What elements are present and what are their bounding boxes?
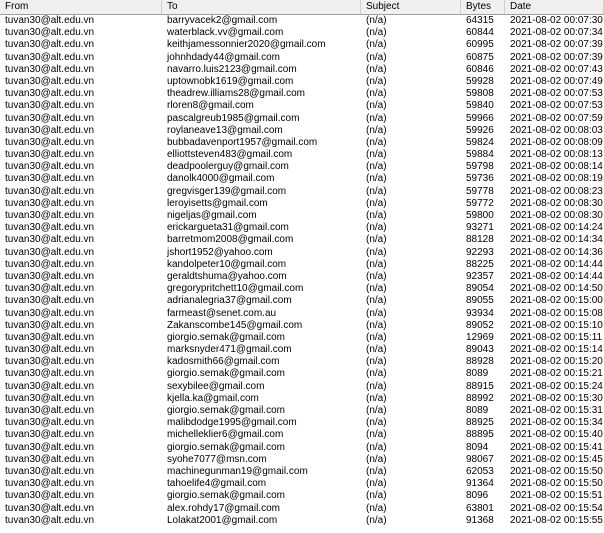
cell-to: michelleklier6@gmail.com <box>167 429 284 441</box>
cell-subject: (n/a) <box>366 234 387 246</box>
cell-date: 2021-08-02 00:15:31 <box>510 405 603 416</box>
cell-date: 2021-08-02 00:07:39 <box>510 51 603 63</box>
cell-date: 2021-08-02 00:07:34 <box>510 27 603 39</box>
cell-subject: (n/a) <box>366 295 387 307</box>
cell-to: keithjamessonnier2020@gmail.com <box>167 39 326 51</box>
cell-bytes: 59800 <box>466 210 494 221</box>
cell-from: tuvan30@alt.edu.vn <box>5 75 95 87</box>
cell-subject: (n/a) <box>366 453 387 465</box>
cell-subject: (n/a) <box>366 63 387 75</box>
cell-subject: (n/a) <box>366 149 387 161</box>
cell-from: tuvan30@alt.edu.vn <box>5 405 95 416</box>
cell-date: 2021-08-02 00:15:11 <box>510 331 603 343</box>
cell-to: johnhdady44@gmail.com <box>167 51 280 63</box>
cell-to: kandolpeter10@gmail.com <box>167 258 287 270</box>
cell-subject: (n/a) <box>366 270 387 282</box>
cell-bytes: 88928 <box>466 356 494 368</box>
cell-subject: (n/a) <box>366 100 387 112</box>
cell-from: tuvan30@alt.edu.vn <box>5 246 95 258</box>
cell-from: tuvan30@alt.edu.vn <box>5 210 95 221</box>
cell-subject: (n/a) <box>366 356 387 368</box>
cell-subject: (n/a) <box>366 307 387 319</box>
cell-bytes: 59840 <box>466 100 494 112</box>
cell-subject: (n/a) <box>366 319 387 331</box>
cell-from: tuvan30@alt.edu.vn <box>5 490 95 502</box>
cell-bytes: 60844 <box>466 27 494 39</box>
table-row[interactable] <box>0 515 604 527</box>
cell-to: gregorypritchett10@gmail.com <box>167 283 304 295</box>
column-header-bytes[interactable]: Bytes <box>461 0 505 14</box>
cell-date: 2021-08-02 00:15:24 <box>510 380 603 392</box>
cell-date: 2021-08-02 00:15:51 <box>510 490 603 502</box>
table-row[interactable] <box>0 64 604 76</box>
table-row[interactable] <box>0 466 604 478</box>
cell-date: 2021-08-02 00:15:50 <box>510 465 603 477</box>
column-header-row <box>0 0 604 15</box>
table-row[interactable] <box>0 125 604 137</box>
cell-date: 2021-08-02 00:08:09 <box>510 136 603 148</box>
table-row[interactable] <box>0 283 604 295</box>
cell-from: tuvan30@alt.edu.vn <box>5 234 95 246</box>
cell-date: 2021-08-02 00:15:21 <box>510 368 603 380</box>
cell-to: rloren8@gmail.com <box>167 100 254 112</box>
table-row[interactable] <box>0 308 604 320</box>
cell-bytes: 60846 <box>466 63 494 75</box>
cell-bytes: 8096 <box>466 490 489 502</box>
cell-date: 2021-08-02 00:14:36 <box>510 246 603 258</box>
cell-date: 2021-08-02 00:08:19 <box>510 173 603 185</box>
cell-bytes: 91368 <box>466 514 494 526</box>
table-row[interactable] <box>0 88 604 100</box>
cell-to: uptownobk1619@gmail.com <box>167 75 294 87</box>
cell-bytes: 8089 <box>466 405 489 416</box>
cell-date: 2021-08-02 00:15:08 <box>510 307 603 319</box>
cell-bytes: 88915 <box>466 380 494 392</box>
column-header-to[interactable]: To <box>162 0 361 14</box>
cell-to: theadrew.illiams28@gmail.com <box>167 88 305 100</box>
cell-from: tuvan30@alt.edu.vn <box>5 136 95 148</box>
cell-bytes: 59928 <box>466 75 494 87</box>
cell-from: tuvan30@alt.edu.vn <box>5 222 95 234</box>
table-row[interactable] <box>0 186 604 198</box>
cell-bytes: 89054 <box>466 283 494 295</box>
cell-bytes: 59798 <box>466 161 494 173</box>
cell-subject: (n/a) <box>366 502 387 514</box>
cell-to: kadosmith66@gmail.com <box>167 356 280 368</box>
cell-bytes: 98067 <box>466 453 494 465</box>
cell-to: sexybilee@gmail.com <box>167 380 265 392</box>
cell-subject: (n/a) <box>366 417 387 429</box>
cell-from: tuvan30@alt.edu.vn <box>5 295 95 307</box>
cell-subject: (n/a) <box>366 222 387 234</box>
cell-from: tuvan30@alt.edu.vn <box>5 63 95 75</box>
cell-to: malibdodge1995@gmail.com <box>167 417 297 429</box>
cell-to: Lolakat2001@gmail.com <box>167 514 278 526</box>
cell-bytes: 59772 <box>466 197 494 209</box>
cell-from: tuvan30@alt.edu.vn <box>5 429 95 441</box>
column-header-date[interactable]: Date <box>505 0 604 14</box>
cell-subject: (n/a) <box>366 39 387 51</box>
cell-subject: (n/a) <box>366 490 387 502</box>
cell-from: tuvan30@alt.edu.vn <box>5 465 95 477</box>
table-row[interactable] <box>0 271 604 283</box>
cell-subject: (n/a) <box>366 27 387 39</box>
cell-to: giorgio.semak@gmail.com <box>167 368 285 380</box>
cell-subject: (n/a) <box>366 173 387 185</box>
cell-bytes: 88992 <box>466 392 494 404</box>
table-row[interactable] <box>0 417 604 429</box>
cell-bytes: 88925 <box>466 417 494 429</box>
cell-bytes: 64315 <box>466 15 494 26</box>
column-header-subject[interactable]: Subject <box>361 0 461 14</box>
cell-from: tuvan30@alt.edu.vn <box>5 380 95 392</box>
cell-from: tuvan30@alt.edu.vn <box>5 417 95 429</box>
cell-subject: (n/a) <box>366 161 387 173</box>
cell-subject: (n/a) <box>366 258 387 270</box>
table-row[interactable] <box>0 27 604 39</box>
cell-bytes: 12969 <box>466 331 494 343</box>
cell-from: tuvan30@alt.edu.vn <box>5 307 95 319</box>
cell-subject: (n/a) <box>366 429 387 441</box>
table-row[interactable] <box>0 356 604 368</box>
cell-date: 2021-08-02 00:14:44 <box>510 258 603 270</box>
cell-to: gregvisger139@gmail.com <box>167 185 287 197</box>
cell-to: barretmom2008@gmail.com <box>167 234 294 246</box>
cell-date: 2021-08-02 00:08:30 <box>510 197 603 209</box>
cell-from: tuvan30@alt.edu.vn <box>5 441 95 453</box>
cell-date: 2021-08-02 00:15:50 <box>510 478 603 490</box>
cell-to: machinegunman19@gmail.com <box>167 465 308 477</box>
cell-date: 2021-08-02 00:08:03 <box>510 124 603 136</box>
cell-subject: (n/a) <box>366 197 387 209</box>
cell-from: tuvan30@alt.edu.vn <box>5 356 95 368</box>
table-row[interactable] <box>0 113 604 125</box>
cell-bytes: 89052 <box>466 319 494 331</box>
message-rows <box>0 15 604 527</box>
table-row[interactable] <box>0 320 604 332</box>
table-row[interactable] <box>0 234 604 246</box>
cell-subject: (n/a) <box>366 392 387 404</box>
cell-from: tuvan30@alt.edu.vn <box>5 478 95 490</box>
table-row[interactable] <box>0 429 604 441</box>
table-row[interactable] <box>0 295 604 307</box>
cell-subject: (n/a) <box>366 478 387 490</box>
cell-to: alex.rohdy17@gmail.com <box>167 502 280 514</box>
cell-subject: (n/a) <box>366 185 387 197</box>
cell-date: 2021-08-02 00:14:34 <box>510 234 603 246</box>
cell-bytes: 92357 <box>466 270 494 282</box>
cell-subject: (n/a) <box>366 246 387 258</box>
cell-bytes: 63801 <box>466 502 494 514</box>
cell-date: 2021-08-02 00:14:44 <box>510 270 603 282</box>
cell-bytes: 8094 <box>466 441 489 453</box>
cell-date: 2021-08-02 00:08:23 <box>510 185 603 197</box>
cell-bytes: 59884 <box>466 149 494 161</box>
cell-date: 2021-08-02 00:14:50 <box>510 283 603 295</box>
cell-subject: (n/a) <box>366 368 387 380</box>
cell-from: tuvan30@alt.edu.vn <box>5 502 95 514</box>
cell-from: tuvan30@alt.edu.vn <box>5 319 95 331</box>
cell-from: tuvan30@alt.edu.vn <box>5 88 95 100</box>
cell-date: 2021-08-02 00:15:45 <box>510 453 603 465</box>
table-row[interactable] <box>0 52 604 64</box>
cell-to: erickargueta31@gmail.com <box>167 222 289 234</box>
cell-to: barryvacek2@gmail.com <box>167 15 278 26</box>
cell-date: 2021-08-02 00:08:30 <box>510 210 603 221</box>
cell-to: elliottsteven483@gmail.com <box>167 149 293 161</box>
table-row[interactable] <box>0 222 604 234</box>
table-row[interactable] <box>0 100 604 112</box>
cell-to: geraldtshuma@yahoo.com <box>167 270 287 282</box>
cell-from: tuvan30@alt.edu.vn <box>5 124 95 136</box>
cell-from: tuvan30@alt.edu.vn <box>5 258 95 270</box>
cell-subject: (n/a) <box>366 441 387 453</box>
cell-bytes: 60875 <box>466 51 494 63</box>
table-row[interactable] <box>0 173 604 185</box>
cell-bytes: 89043 <box>466 344 494 356</box>
cell-from: tuvan30@alt.edu.vn <box>5 392 95 404</box>
cell-date: 2021-08-02 00:15:10 <box>510 319 603 331</box>
cell-to: tahoelife4@gmail.com <box>167 478 267 490</box>
cell-to: bubbadavenport1957@gmail.com <box>167 136 318 148</box>
table-row[interactable] <box>0 393 604 405</box>
cell-bytes: 93934 <box>466 307 494 319</box>
cell-bytes: 88895 <box>466 429 494 441</box>
cell-bytes: 62053 <box>466 465 494 477</box>
cell-date: 2021-08-02 00:07:39 <box>510 39 603 51</box>
cell-bytes: 91364 <box>466 478 494 490</box>
cell-from: tuvan30@alt.edu.vn <box>5 514 95 526</box>
cell-bytes: 89055 <box>466 295 494 307</box>
cell-from: tuvan30@alt.edu.vn <box>5 112 95 124</box>
cell-to: giorgio.semak@gmail.com <box>167 490 285 502</box>
cell-to: kjella.ka@gmail.com <box>167 392 259 404</box>
cell-from: tuvan30@alt.edu.vn <box>5 453 95 465</box>
cell-to: Zakanscombe145@gmail.com <box>167 319 303 331</box>
table-row[interactable] <box>0 15 604 27</box>
cell-from: tuvan30@alt.edu.vn <box>5 344 95 356</box>
cell-date: 2021-08-02 00:07:59 <box>510 112 603 124</box>
cell-subject: (n/a) <box>366 380 387 392</box>
cell-date: 2021-08-02 00:15:54 <box>510 502 603 514</box>
table-row[interactable] <box>0 247 604 259</box>
cell-from: tuvan30@alt.edu.vn <box>5 368 95 380</box>
cell-bytes: 59808 <box>466 88 494 100</box>
cell-to: syohe7077@msn.com <box>167 453 267 465</box>
cell-subject: (n/a) <box>366 112 387 124</box>
cell-from: tuvan30@alt.edu.vn <box>5 270 95 282</box>
cell-to: pascalgreub1985@gmail.com <box>167 112 300 124</box>
table-row[interactable] <box>0 332 604 344</box>
cell-date: 2021-08-02 00:07:43 <box>510 63 603 75</box>
cell-to: adrianalegria37@gmail.com <box>167 295 292 307</box>
table-row[interactable] <box>0 161 604 173</box>
table-row[interactable] <box>0 76 604 88</box>
cell-date: 2021-08-02 00:15:20 <box>510 356 603 368</box>
cell-subject: (n/a) <box>366 136 387 148</box>
table-row[interactable] <box>0 503 604 515</box>
cell-subject: (n/a) <box>366 405 387 416</box>
cell-bytes: 59778 <box>466 185 494 197</box>
cell-to: waterblack.vv@gmail.com <box>167 27 284 39</box>
cell-from: tuvan30@alt.edu.vn <box>5 283 95 295</box>
cell-date: 2021-08-02 00:15:34 <box>510 417 603 429</box>
cell-to: deadpoolerguy@gmail.com <box>167 161 289 173</box>
column-header-from[interactable]: From <box>0 0 162 14</box>
table-row[interactable] <box>0 490 604 502</box>
cell-subject: (n/a) <box>366 465 387 477</box>
cell-from: tuvan30@alt.edu.vn <box>5 149 95 161</box>
table-row[interactable] <box>0 381 604 393</box>
cell-to: giorgio.semak@gmail.com <box>167 441 285 453</box>
cell-date: 2021-08-02 00:08:13 <box>510 149 603 161</box>
cell-bytes: 88225 <box>466 258 494 270</box>
table-row[interactable] <box>0 368 604 380</box>
cell-date: 2021-08-02 00:15:41 <box>510 441 603 453</box>
cell-to: jshort1952@yahoo.com <box>167 246 273 258</box>
cell-bytes: 59736 <box>466 173 494 185</box>
cell-bytes: 59824 <box>466 136 494 148</box>
cell-bytes: 59926 <box>466 124 494 136</box>
table-row[interactable] <box>0 344 604 356</box>
cell-subject: (n/a) <box>366 283 387 295</box>
cell-subject: (n/a) <box>366 331 387 343</box>
cell-date: 2021-08-02 00:08:14 <box>510 161 603 173</box>
cell-date: 2021-08-02 00:15:55 <box>510 514 603 526</box>
cell-subject: (n/a) <box>366 88 387 100</box>
cell-from: tuvan30@alt.edu.vn <box>5 100 95 112</box>
cell-to: giorgio.semak@gmail.com <box>167 331 285 343</box>
cell-from: tuvan30@alt.edu.vn <box>5 185 95 197</box>
cell-date: 2021-08-02 00:07:49 <box>510 75 603 87</box>
cell-date: 2021-08-02 00:15:30 <box>510 392 603 404</box>
cell-date: 2021-08-02 00:07:53 <box>510 88 603 100</box>
cell-date: 2021-08-02 00:15:00 <box>510 295 603 307</box>
cell-date: 2021-08-02 00:14:24 <box>510 222 603 234</box>
cell-to: navarro.luis2123@gmail.com <box>167 63 297 75</box>
cell-subject: (n/a) <box>366 344 387 356</box>
cell-date: 2021-08-02 00:07:30 <box>510 15 603 26</box>
cell-bytes: 8089 <box>466 368 489 380</box>
cell-subject: (n/a) <box>366 15 387 26</box>
cell-to: roylaneave13@gmail.com <box>167 124 283 136</box>
cell-to: farmeast@senet.com.au <box>167 307 277 319</box>
cell-date: 2021-08-02 00:07:53 <box>510 100 603 112</box>
table-row[interactable] <box>0 210 604 222</box>
cell-to: danolk4000@gmail.com <box>167 173 275 185</box>
cell-subject: (n/a) <box>366 210 387 221</box>
cell-from: tuvan30@alt.edu.vn <box>5 27 95 39</box>
cell-from: tuvan30@alt.edu.vn <box>5 173 95 185</box>
table-row[interactable] <box>0 442 604 454</box>
cell-from: tuvan30@alt.edu.vn <box>5 15 95 26</box>
cell-from: tuvan30@alt.edu.vn <box>5 331 95 343</box>
cell-to: giorgio.semak@gmail.com <box>167 405 285 416</box>
cell-from: tuvan30@alt.edu.vn <box>5 39 95 51</box>
cell-date: 2021-08-02 00:15:14 <box>510 344 603 356</box>
table-row[interactable] <box>0 405 604 417</box>
cell-subject: (n/a) <box>366 514 387 526</box>
table-row[interactable] <box>0 478 604 490</box>
cell-subject: (n/a) <box>366 124 387 136</box>
cell-to: marksnyder471@gmail.com <box>167 344 292 356</box>
cell-date: 2021-08-02 00:15:40 <box>510 429 603 441</box>
table-row[interactable] <box>0 39 604 51</box>
cell-from: tuvan30@alt.edu.vn <box>5 161 95 173</box>
cell-subject: (n/a) <box>366 51 387 63</box>
cell-from: tuvan30@alt.edu.vn <box>5 51 95 63</box>
cell-to: nigeljas@gmail.com <box>167 210 257 221</box>
cell-to: leroyisetts@gmail.com <box>167 197 268 209</box>
cell-subject: (n/a) <box>366 75 387 87</box>
cell-bytes: 60995 <box>466 39 494 51</box>
table-row[interactable] <box>0 454 604 466</box>
cell-bytes: 92293 <box>466 246 494 258</box>
table-row[interactable] <box>0 137 604 149</box>
cell-bytes: 59966 <box>466 112 494 124</box>
table-row[interactable] <box>0 198 604 210</box>
cell-bytes: 93271 <box>466 222 494 234</box>
table-row[interactable] <box>0 259 604 271</box>
table-row[interactable] <box>0 149 604 161</box>
cell-from: tuvan30@alt.edu.vn <box>5 197 95 209</box>
cell-bytes: 88128 <box>466 234 494 246</box>
